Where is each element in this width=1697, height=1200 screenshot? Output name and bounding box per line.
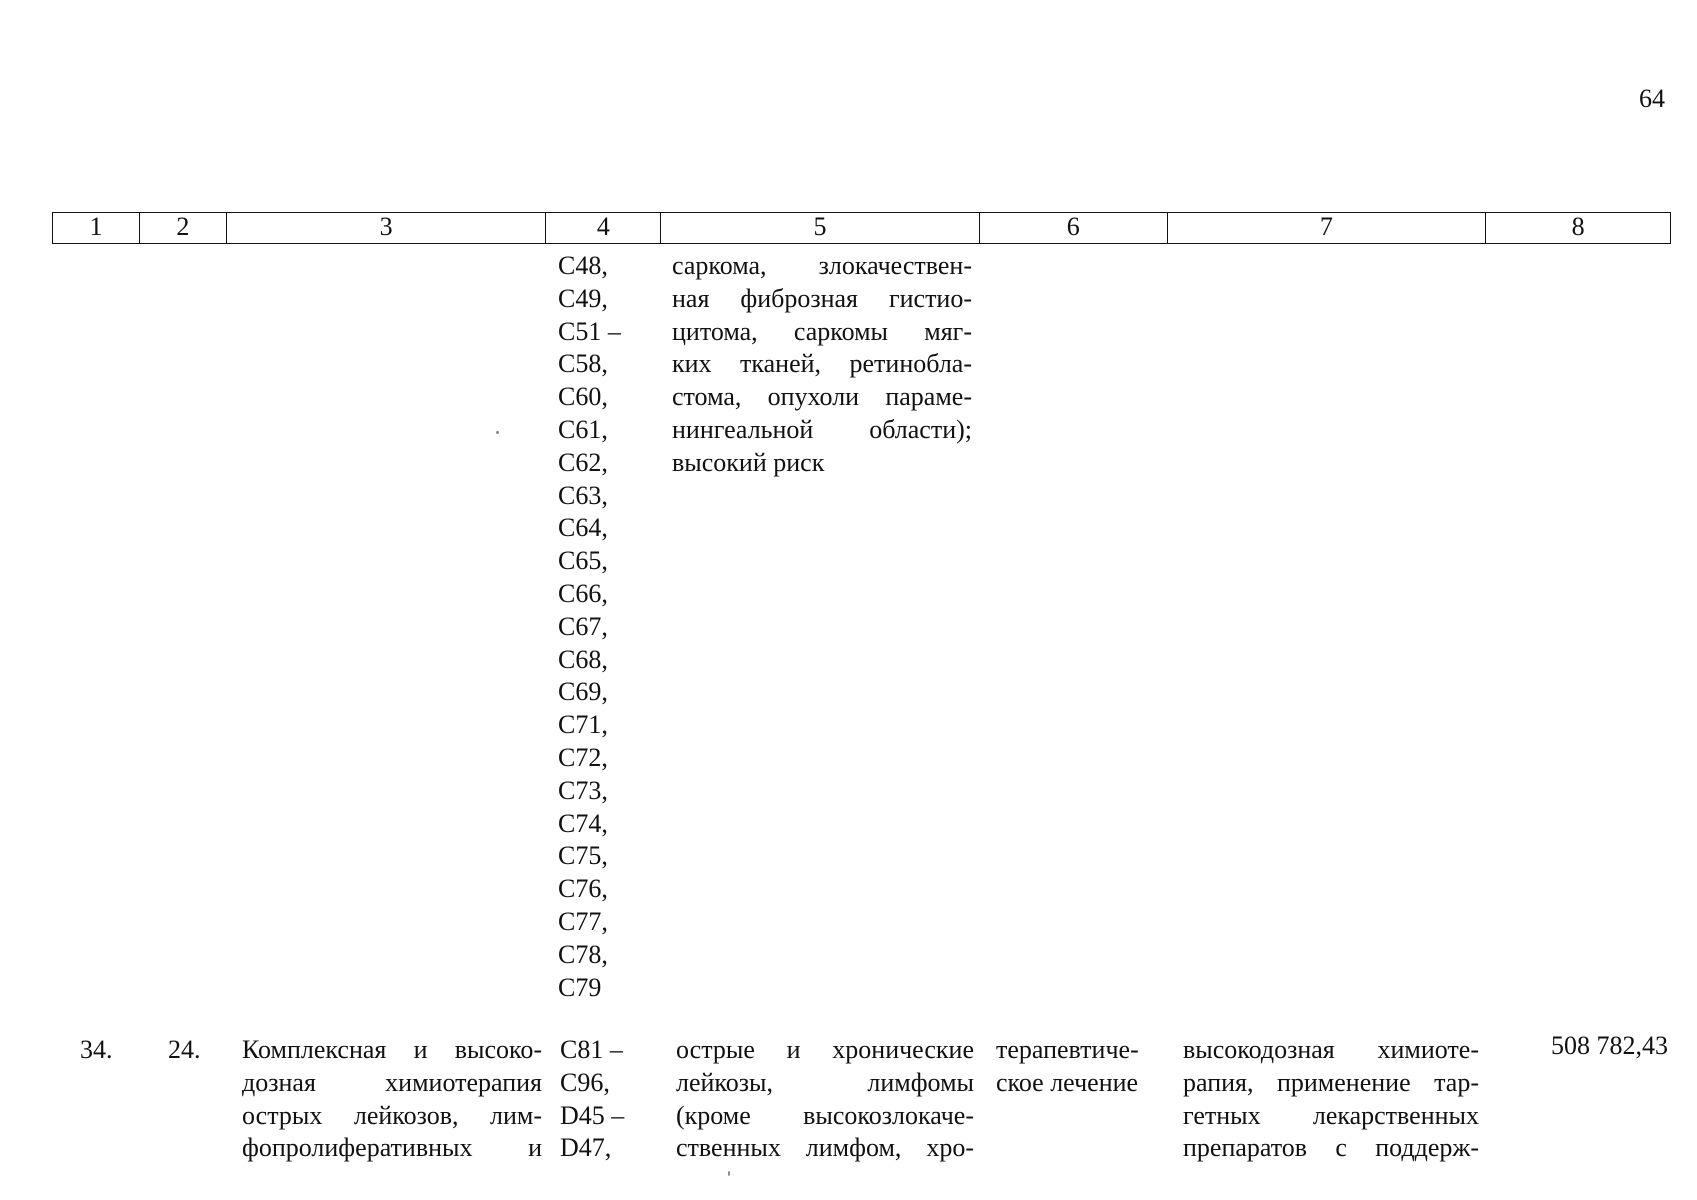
page-number: 64: [1639, 84, 1665, 113]
continuation-description-cell: [672, 250, 972, 480]
code-line: C51 –: [558, 316, 621, 346]
row-34-group-number: 24.: [168, 1035, 201, 1064]
row-34-number: 34.: [80, 1035, 113, 1064]
header-cell-2: 2: [140, 213, 227, 243]
code-line: C61,: [558, 414, 608, 444]
header-cell-8: 8: [1571, 212, 1585, 241]
row-34-cost-cell: 508 782,43: [1551, 1031, 1668, 1060]
method-line: рапия, применение тар-: [1183, 1067, 1479, 1097]
code-line: C58,: [558, 349, 608, 379]
description-line: саркома, злокачествен-: [672, 251, 972, 280]
description-line: ная фиброзная гистио-: [672, 283, 972, 313]
header-cell-5: 5: [661, 213, 980, 243]
code-line: C73,: [558, 775, 608, 805]
code-line: C74,: [558, 808, 608, 838]
description-line: ких тканей, ретинобла-: [672, 349, 972, 379]
row-34-model-cell: [676, 1034, 974, 1165]
description-line: стома, опухоли параме-: [672, 382, 972, 412]
code-line: C71,: [558, 710, 608, 740]
header-cell-7: 7: [1168, 213, 1487, 243]
continuation-codes-cell: [558, 250, 658, 1004]
code-line: C81 –: [560, 1035, 623, 1064]
code-line: C49,: [558, 283, 608, 313]
code-line: C69,: [558, 677, 608, 707]
method-line: высокодозная химиоте-: [1183, 1035, 1479, 1064]
name-line: фопролиферативных и: [242, 1133, 542, 1163]
method-line: гетных лекарственных: [1183, 1100, 1479, 1130]
header-cell-4: 4: [546, 213, 661, 243]
header-cell-6: 6: [980, 213, 1168, 243]
code-line: C78,: [558, 939, 608, 969]
row-34-codes-cell: [560, 1034, 650, 1165]
method-line: препаратов с поддерж-: [1183, 1133, 1479, 1163]
code-line: C77,: [558, 906, 608, 936]
code-line: C62,: [558, 447, 608, 477]
model-line: (кроме высокозлокаче-: [676, 1100, 974, 1130]
code-line: C96,: [560, 1067, 610, 1097]
code-line: D45 –: [560, 1100, 625, 1130]
code-line: C76,: [558, 874, 608, 904]
row-34-name-cell: [242, 1034, 542, 1165]
name-line: Комплексная и высоко-: [242, 1035, 542, 1064]
description-line: цитома, саркомы мяг-: [672, 316, 972, 346]
treatment-type-line: терапевтиче-: [996, 1035, 1139, 1064]
header-cell-3: 3: [227, 213, 547, 243]
code-line: C66,: [558, 578, 608, 608]
treatment-type-line: ское лечение: [996, 1067, 1139, 1097]
row-34-method-cell: [1183, 1034, 1479, 1165]
code-line: C60,: [558, 382, 608, 412]
scan-speck: [496, 431, 499, 434]
code-line: C67,: [558, 611, 608, 641]
model-line: ственных лимфом, хро-: [676, 1133, 974, 1163]
description-line: нингеальной области);: [672, 414, 972, 444]
description-line: высокий риск: [672, 447, 825, 477]
code-line: C68,: [558, 644, 608, 674]
header-cell-1: 1: [53, 213, 140, 243]
table-header-row: [52, 212, 1671, 244]
model-line: острые и хронические: [676, 1035, 974, 1064]
code-line: C75,: [558, 841, 608, 871]
name-line: острых лейкозов, лим-: [242, 1100, 542, 1130]
code-line: C64,: [558, 513, 608, 543]
row-34-treatment-type-cell: [996, 1034, 1164, 1100]
model-line: лейкозы, лимфомы: [676, 1067, 974, 1097]
code-line: C48,: [558, 251, 608, 280]
code-line: D47,: [560, 1133, 612, 1163]
name-line: дозная химиотерапия: [242, 1067, 542, 1097]
scan-speck: [728, 1171, 730, 1176]
code-line: C72,: [558, 742, 608, 772]
code-line: C79: [558, 972, 602, 1002]
code-line: C63,: [558, 480, 608, 510]
code-line: C65,: [558, 546, 608, 576]
